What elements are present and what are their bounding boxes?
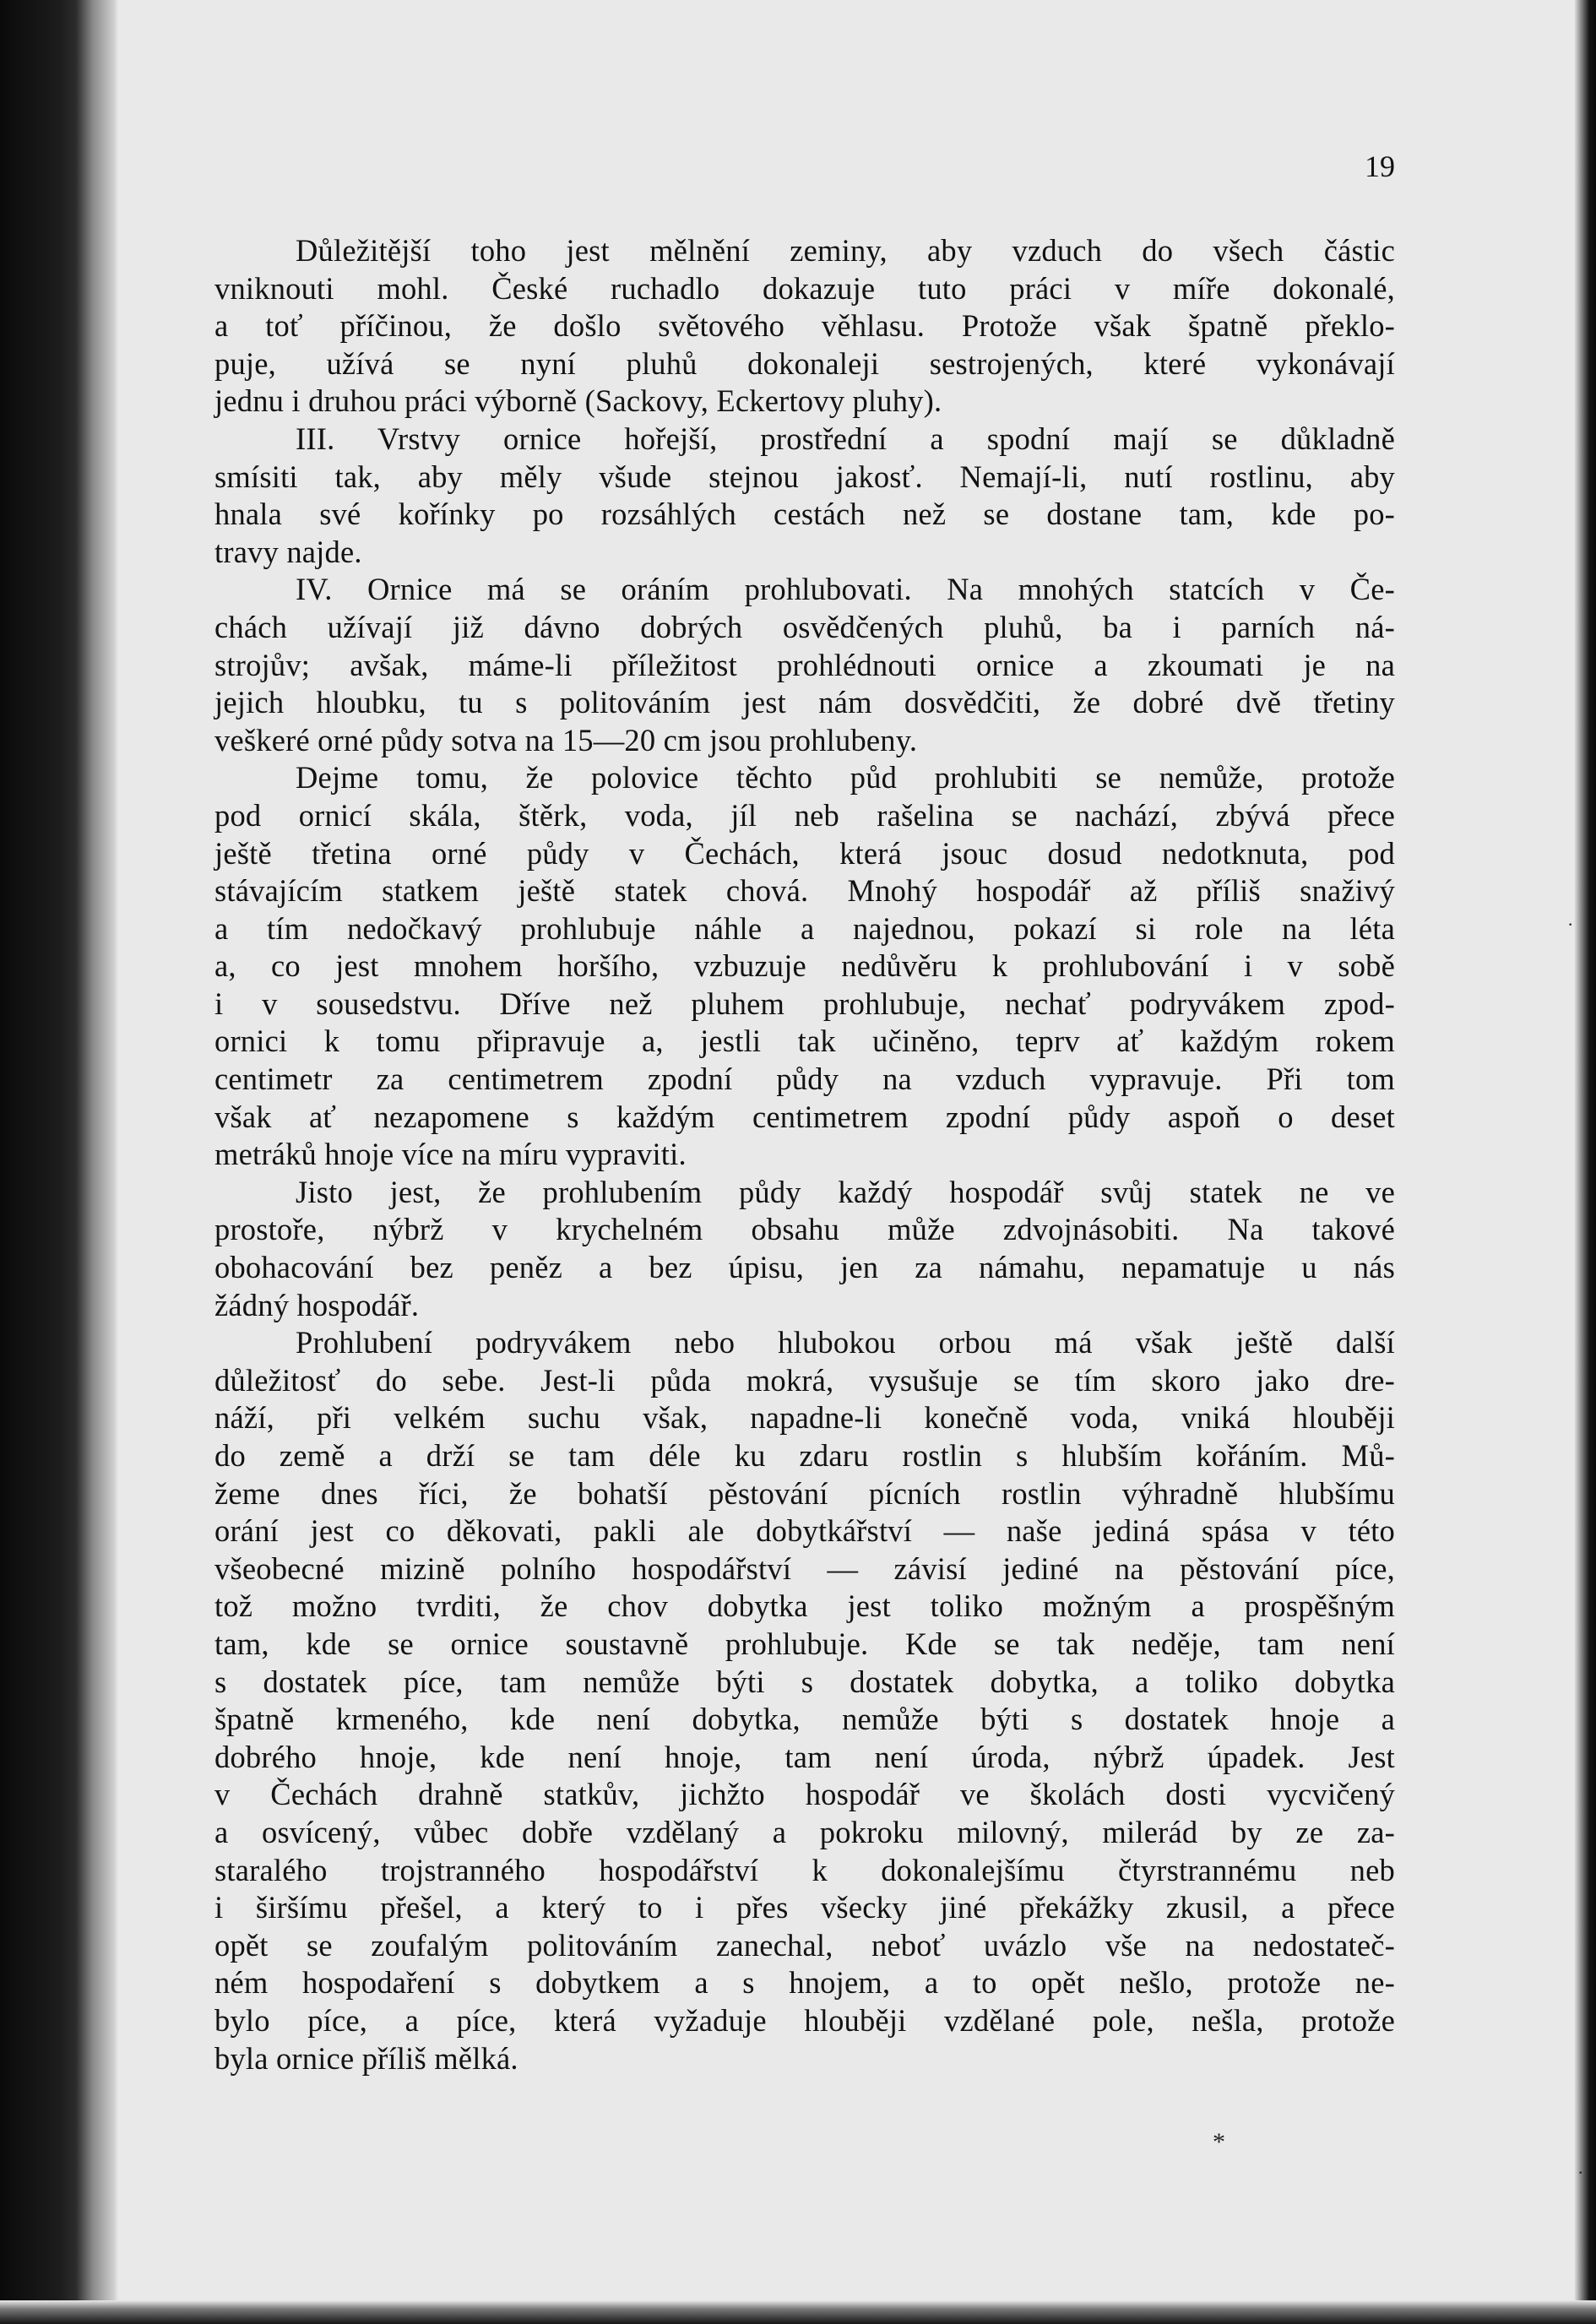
text-line: však ať nezapomene s každým centimetrem zpodní půdy aspoň o deset bbox=[214, 1099, 1395, 1134]
body-text bbox=[214, 232, 1395, 2077]
text-line: jejich hloubku, tu s politováním jest nám dosvědčiti, že dobré dvě třetiny bbox=[214, 685, 1395, 720]
text-line: s dostatek píce, tam nemůže býti s dostatek dobytka, a toliko dobytka bbox=[214, 1664, 1395, 1699]
text-line: centimetr za centimetrem zpodní půdy na vzduch vypravuje. Při tom bbox=[214, 1062, 1395, 1097]
text-line: hnala své kořínky po rozsáhlých cestách než se dostane tam, kde po- bbox=[214, 497, 1395, 532]
text-line: veškeré orné půdy sotva na 15—20 cm jsou prohlubeny. bbox=[214, 722, 918, 757]
text-line: ještě třetina orné půdy v Čechách, která jsouc dosud nedotknuta, pod bbox=[214, 835, 1395, 871]
text-line: pod ornicí skála, štěrk, voda, jíl neb rašelina se nachází, zbývá přece bbox=[214, 797, 1395, 833]
text-line: obohacování bez peněz a bez úpisu, jen za námahu, nepamatuje u nás bbox=[214, 1250, 1395, 1285]
text-line: a toť příčinou, že došlo světového věhlasu. Protože však špatně překlo- bbox=[214, 308, 1395, 344]
text-line: opět se zoufalým politováním zanechal, neboť uvázlo vše na nedostateč- bbox=[214, 1927, 1395, 1963]
text-line: ornici k tomu připravuje a, jestli tak učiněno, teprv ať každým rokem bbox=[214, 1024, 1395, 1059]
text-line: i širšímu přešel, a který to i přes všecky jiné překážky zkusil, a přece bbox=[214, 1890, 1395, 1925]
bottom-scan-edge bbox=[0, 2300, 1596, 2324]
text-line: IV. Ornice má se oráním prohlubovati. Na mnohých statcích v Če- bbox=[296, 572, 1395, 607]
text-line: a, co jest mnohem horšího, vzbuzuje nedůvěru k prohlubování i v sobě bbox=[214, 948, 1395, 984]
text-line: metráků hnoje více na míru vypraviti. bbox=[214, 1137, 687, 1172]
text-line: ném hospodaření s dobytkem a s hnojem, a to opět nešlo, protože ne- bbox=[214, 1965, 1395, 2001]
text-line: důležitosť do sebe. Jest-li půda mokrá, vysušuje se tím skoro jako dre- bbox=[214, 1362, 1395, 1398]
text-line: stávajícím statkem ještě statek chová. Mnohý hospodář až příliš snaživý bbox=[214, 873, 1395, 909]
page-number: 19 bbox=[1365, 149, 1395, 183]
text-line: staralého trojstranného hospodářství k dokonalejšímu čtyrstrannému neb bbox=[214, 1852, 1395, 1887]
text-line: bylo píce, a píce, která vyžaduje hlouběji vzdělané pole, nešla, protože bbox=[214, 2002, 1395, 2038]
text-line: do země a drží se tam déle ku zdaru rostlin s hlubším kořáním. Mů- bbox=[214, 1438, 1395, 1473]
text-line: Prohlubení podryvákem nebo hlubokou orbou má však ještě další bbox=[296, 1325, 1395, 1360]
text-line: dobrého hnoje, kde není hnoje, tam není úroda, nýbrž úpadek. Jest bbox=[214, 1739, 1395, 1774]
text-line: žádný hospodář. bbox=[214, 1287, 420, 1322]
text-line: a tím nedočkavý prohlubuje náhle a najednou, pokazí si role na léta bbox=[214, 910, 1395, 946]
text-line: Dejme tomu, že polovice těchto půd prohlubiti se nemůže, protože bbox=[296, 760, 1395, 795]
margin-speck: · bbox=[1567, 914, 1574, 935]
text-line: a osvícený, vůbec dobře vzdělaný a pokroku milovný, milerád by ze za- bbox=[214, 1814, 1395, 1849]
text-line: Jisto jest, že prohlubením půdy každý hospodář svůj statek ne ve bbox=[296, 1174, 1395, 1209]
text-line: smísiti tak, aby měly všude stejnou jakosť. Nemají-li, nutí rostlinu, aby bbox=[214, 459, 1395, 494]
text-line: chách užívají již dávno dobrých osvědčených pluhů, ba i parních ná- bbox=[214, 609, 1395, 644]
text-line: orání jest co děkovati, pakli ale dobytkářství — naše jediná spása v této bbox=[214, 1513, 1395, 1549]
text-line: III. Vrstvy ornice hořejší, prostřední a spodní mají se důkladně bbox=[296, 421, 1395, 456]
text-line: jednu i druhou práci výborně (Sackovy, Eckertovy pluhy). bbox=[214, 383, 942, 419]
text-line: travy najde. bbox=[214, 534, 362, 569]
margin-speck: · bbox=[1577, 2162, 1584, 2183]
text-line: byla ornice příliš mělká. bbox=[214, 2040, 518, 2076]
text-line: špatně krmeného, kde není dobytka, nemůže býti s dostatek hnoje a bbox=[214, 1702, 1395, 1737]
text-line: tož možno tvrditi, že chov dobytka jest toliko možným a prospěšným bbox=[214, 1588, 1395, 1624]
book-spine-shadow bbox=[0, 0, 118, 2324]
text-line: tam, kde se ornice soustavně prohlubuje. Kde se tak neděje, tam není bbox=[214, 1626, 1395, 1661]
text-line: vniknouti mohl. České ruchadlo dokazuje tuto práci v míře dokonalé, bbox=[214, 270, 1395, 306]
end-ornament: * bbox=[1213, 2128, 1225, 2156]
text-line: všeobecné mizině polního hospodářství — závisí jediné na pěstování píce, bbox=[214, 1550, 1395, 1586]
text-line: žeme dnes říci, že bohatší pěstování pícních rostlin výhradně hlubšímu bbox=[214, 1475, 1395, 1511]
text-line: Důležitější toho jest mělnění zeminy, aby vzduch do všech částic bbox=[296, 233, 1395, 268]
text-line: puje, užívá se nyní pluhů dokonaleji sestrojených, které vykonávají bbox=[214, 345, 1395, 381]
text-line: v Čechách drahně statkův, jichžto hospodář ve školách dosti vycvičený bbox=[214, 1777, 1395, 1812]
right-scan-edge bbox=[1574, 0, 1596, 2324]
text-line: náží, při velkém suchu však, napadne-li konečně voda, vniká hlouběji bbox=[214, 1400, 1395, 1436]
text-line: prostoře, nýbrž v krychelném obsahu může zdvojnásobiti. Na takové bbox=[214, 1212, 1395, 1247]
text-line: i v sousedstvu. Dříve než pluhem prohlubuje, nechať podryvákem zpod- bbox=[214, 986, 1395, 1021]
text-line: strojův; avšak, máme-li příležitost prohlédnouti ornice a zkoumati je na bbox=[214, 647, 1395, 682]
